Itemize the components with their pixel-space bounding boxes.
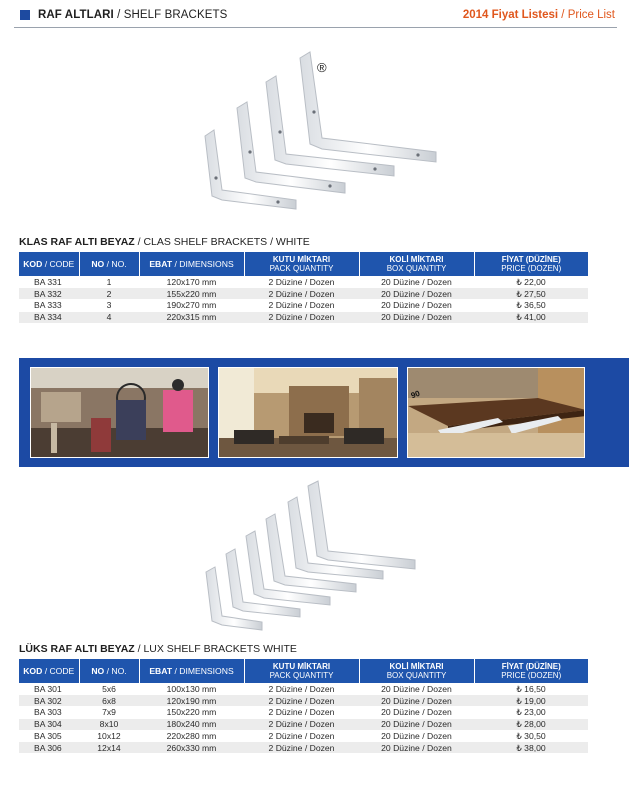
price-value: 36,50 [524, 300, 546, 311]
cell-code: BA 304 [19, 718, 79, 730]
lobby-photo [218, 367, 398, 458]
cell-price [474, 311, 588, 323]
cell-no: 5x6 [79, 683, 139, 695]
col-pack-quantity: KUTU MİKTARI PACK QUANTITY [244, 252, 359, 276]
klas-brackets-image [0, 40, 629, 230]
currency-icon: ₺ [516, 707, 522, 718]
photo-overlay-label: 90 [409, 388, 422, 401]
cell-pack-quantity: 2 Düzine / Dozen [244, 288, 359, 300]
cell-no: 4 [79, 311, 139, 323]
cell-pack-quantity: 2 Düzine / Dozen [244, 276, 359, 288]
klas-table-body [19, 276, 588, 323]
luks-section-title: LÜKS RAF ALTI BEYAZ / LUX SHELF BRACKETS WHITE [19, 643, 297, 655]
col-box-quantity: KOLİ MİKTARI BOX QUANTITY [359, 252, 474, 276]
table-row [19, 742, 588, 754]
klas-section-title: KLAS RAF ALTI BEYAZ / CLAS SHELF BRACKETS / WHITE [19, 236, 310, 248]
cell-no: 2 [79, 288, 139, 300]
price-list-label: 2014 Fiyat Listesi / Price List [462, 9, 615, 21]
cell-code: BA 301 [19, 683, 79, 695]
cell-no: 7x9 [79, 707, 139, 719]
col-code: KOD / CODE [19, 659, 79, 683]
cell-box-quantity: 20 Düzine / Dozen [359, 707, 474, 719]
cell-price [474, 695, 588, 707]
currency-icon: ₺ [516, 731, 522, 742]
col-no: NO / NO. [79, 659, 139, 683]
cell-pack-quantity: 2 Düzine / Dozen [244, 311, 359, 323]
header-divider [14, 27, 617, 28]
table-row [19, 300, 588, 312]
cell-dimensions: 100x130 mm [139, 683, 244, 695]
currency-icon: ₺ [516, 300, 522, 311]
cell-dimensions: 220x315 mm [139, 311, 244, 323]
table-row [19, 276, 588, 288]
cell-dimensions: 220x280 mm [139, 730, 244, 742]
table-row [19, 683, 588, 695]
header-square-icon [20, 10, 30, 20]
cell-code: BA 305 [19, 730, 79, 742]
cell-box-quantity: 20 Düzine / Dozen [359, 300, 474, 312]
price-value: 27,50 [524, 288, 546, 299]
cell-dimensions: 150x220 mm [139, 707, 244, 719]
cell-box-quantity: 20 Düzine / Dozen [359, 311, 474, 323]
cell-pack-quantity: 2 Düzine / Dozen [244, 695, 359, 707]
cell-code: BA 332 [19, 288, 79, 300]
cell-box-quantity: 20 Düzine / Dozen [359, 742, 474, 754]
table-row [19, 707, 588, 719]
price-value: 23,00 [524, 707, 546, 718]
cell-box-quantity: 20 Düzine / Dozen [359, 683, 474, 695]
cell-code: BA 306 [19, 742, 79, 754]
cell-dimensions: 155x220 mm [139, 288, 244, 300]
cell-price [474, 300, 588, 312]
cell-pack-quantity: 2 Düzine / Dozen [244, 742, 359, 754]
col-price: FİYAT (DÜZİNE) PRICE (DOZEN) [474, 252, 588, 276]
cell-box-quantity: 20 Düzine / Dozen [359, 718, 474, 730]
col-box-quantity: KOLİ MİKTARI BOX QUANTITY [359, 659, 474, 683]
currency-icon: ₺ [516, 288, 522, 299]
table-row [19, 311, 588, 323]
cell-code: BA 331 [19, 276, 79, 288]
cell-price [474, 683, 588, 695]
cell-code: BA 333 [19, 300, 79, 312]
col-no: NO / NO. [79, 252, 139, 276]
cell-price [474, 288, 588, 300]
price-value: 41,00 [524, 312, 546, 323]
cell-price [474, 730, 588, 742]
cell-pack-quantity: 2 Düzine / Dozen [244, 707, 359, 719]
cell-pack-quantity: 2 Düzine / Dozen [244, 730, 359, 742]
page-header [0, 0, 629, 34]
store-photo [30, 367, 209, 458]
cell-price [474, 276, 588, 288]
currency-icon: ₺ [516, 742, 522, 753]
price-value: 38,00 [524, 742, 546, 753]
table-row [19, 718, 588, 730]
cell-no: 6x8 [79, 695, 139, 707]
table-header-row [19, 252, 588, 276]
cell-dimensions: 120x170 mm [139, 276, 244, 288]
luks-brackets-image [0, 474, 629, 636]
cell-no: 1 [79, 276, 139, 288]
price-value: 28,00 [524, 719, 546, 730]
cell-price [474, 742, 588, 754]
col-price: FİYAT (DÜZİNE) PRICE (DOZEN) [474, 659, 588, 683]
cell-pack-quantity: 2 Düzine / Dozen [244, 683, 359, 695]
luks-price-table [19, 659, 588, 754]
cell-code: BA 303 [19, 707, 79, 719]
table-header-row [19, 659, 588, 683]
table-row [19, 695, 588, 707]
cell-price [474, 707, 588, 719]
shelf-photo [407, 367, 585, 458]
price-value: 16,50 [524, 683, 546, 694]
cell-dimensions: 260x330 mm [139, 742, 244, 754]
cell-no: 10x12 [79, 730, 139, 742]
cell-dimensions: 190x270 mm [139, 300, 244, 312]
currency-icon: ₺ [516, 695, 522, 706]
cell-pack-quantity: 2 Düzine / Dozen [244, 718, 359, 730]
photo-band [19, 358, 629, 467]
page-title: RAF ALTLARI / SHELF BRACKETS [38, 9, 228, 21]
klas-price-table [19, 252, 588, 324]
luks-table-body [19, 683, 588, 754]
price-value: 19,00 [524, 695, 546, 706]
cell-price [474, 718, 588, 730]
col-dimensions: EBAT / DIMENSIONS [139, 659, 244, 683]
cell-dimensions: 120x190 mm [139, 695, 244, 707]
cell-code: BA 302 [19, 695, 79, 707]
currency-icon: ₺ [516, 683, 522, 694]
table-row [19, 288, 588, 300]
cell-box-quantity: 20 Düzine / Dozen [359, 276, 474, 288]
col-code: KOD / CODE [19, 252, 79, 276]
currency-icon: ₺ [516, 719, 522, 730]
currency-icon: ₺ [516, 312, 522, 323]
table-row [19, 730, 588, 742]
price-value: 22,00 [524, 276, 546, 287]
col-pack-quantity: KUTU MİKTARI PACK QUANTITY [244, 659, 359, 683]
cell-dimensions: 180x240 mm [139, 718, 244, 730]
cell-box-quantity: 20 Düzine / Dozen [359, 695, 474, 707]
cell-no: 3 [79, 300, 139, 312]
cell-box-quantity: 20 Düzine / Dozen [359, 730, 474, 742]
registered-trademark: ® [317, 60, 327, 75]
cell-pack-quantity: 2 Düzine / Dozen [244, 300, 359, 312]
cell-box-quantity: 20 Düzine / Dozen [359, 288, 474, 300]
currency-icon: ₺ [516, 276, 522, 287]
cell-no: 12x14 [79, 742, 139, 754]
cell-no: 8x10 [79, 718, 139, 730]
cell-code: BA 334 [19, 311, 79, 323]
price-value: 30,50 [524, 731, 546, 742]
col-dimensions: EBAT / DIMENSIONS [139, 252, 244, 276]
